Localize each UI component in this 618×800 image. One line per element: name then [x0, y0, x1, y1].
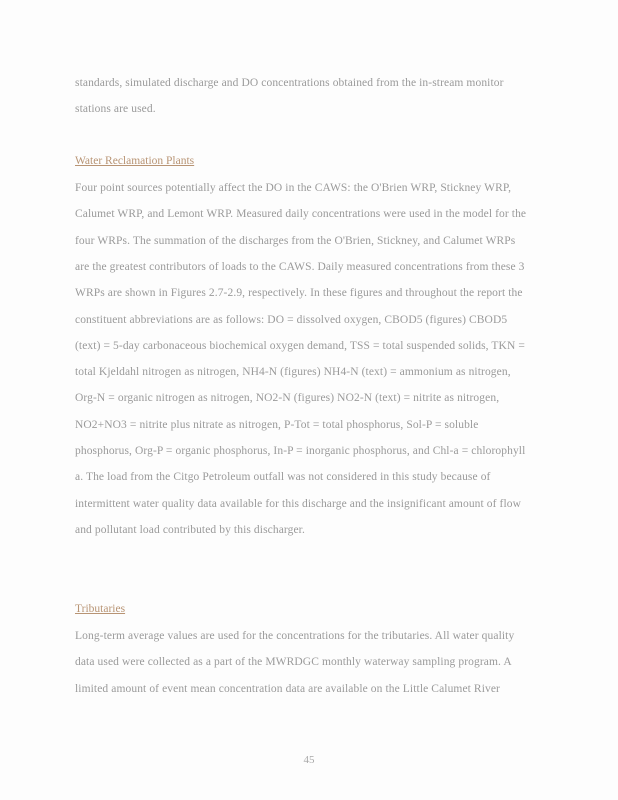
- wrp-line-11: phosphorus, Org-P = organic phosphorus, In-P = inorganic phosphorus, and Chl-a = chlorophyll: [75, 445, 526, 457]
- wrp-line-8: total Kjeldahl nitrogen as nitrogen, NH4-N (figures) NH4-N (text) = ammonium as nitrogen,: [75, 366, 511, 378]
- wrp-line-14: and pollutant load contributed by this discharger.: [75, 524, 305, 536]
- page-number: 45: [303, 754, 315, 766]
- wrp-line-9: Org-N = organic nitrogen as nitrogen, NO2-N (figures) NO2-N (text) = nitrite as nitrogen,: [75, 392, 500, 404]
- section-heading-water-reclamation-plants: Water Reclamation Plants: [75, 155, 195, 167]
- wrp-line-4: are the greatest contributors of loads to the CAWS. Daily measured concentrations from these 3: [75, 261, 525, 273]
- tributaries-line-2: data used were collected as a part of the MWRDGC monthly waterway sampling program. A: [75, 656, 512, 668]
- wrp-line-13: intermittent water quality data available for this discharge and the insignificant amount of flow: [75, 498, 522, 510]
- wrp-line-3: four WRPs. The summation of the discharges from the O'Brien, Stickney, and Calumet WRPs: [75, 235, 516, 247]
- intro-line-2: stations are used.: [75, 103, 156, 115]
- wrp-line-6: constituent abbreviations are as follows: DO = dissolved oxygen, CBOD5 (figures) CBOD5: [75, 314, 508, 326]
- wrp-line-2: Calumet WRP, and Lemont WRP. Measured daily concentrations were used in the model for the: [75, 208, 527, 220]
- section-heading-tributaries: Tributaries: [75, 603, 126, 615]
- tributaries-line-3: limited amount of event mean concentration data are available on the Little Calumet River: [75, 683, 500, 695]
- wrp-line-5: WRPs are shown in Figures 2.7-2.9, respectively. In these figures and throughout the report the: [75, 287, 523, 299]
- wrp-line-12: a. The load from the Citgo Petroleum outfall was not considered in this study because of: [75, 471, 491, 483]
- wrp-line-1: Four point sources potentially affect the DO in the CAWS: the O'Brien WRP, Stickney WRP,: [75, 182, 512, 194]
- wrp-line-7: (text) = 5-day carbonaceous biochemical oxygen demand, TSS = total suspended solids, TKN =: [75, 340, 525, 352]
- tributaries-line-1: Long-term average values are used for the concentrations for the tributaries. All water quality: [75, 630, 515, 642]
- intro-line-1: standards, simulated discharge and DO concentrations obtained from the in-stream monitor: [75, 77, 504, 89]
- wrp-line-10: NO2+NO3 = nitrite plus nitrate as nitrogen, P-Tot = total phosphorus, Sol-P = soluble: [75, 419, 479, 431]
